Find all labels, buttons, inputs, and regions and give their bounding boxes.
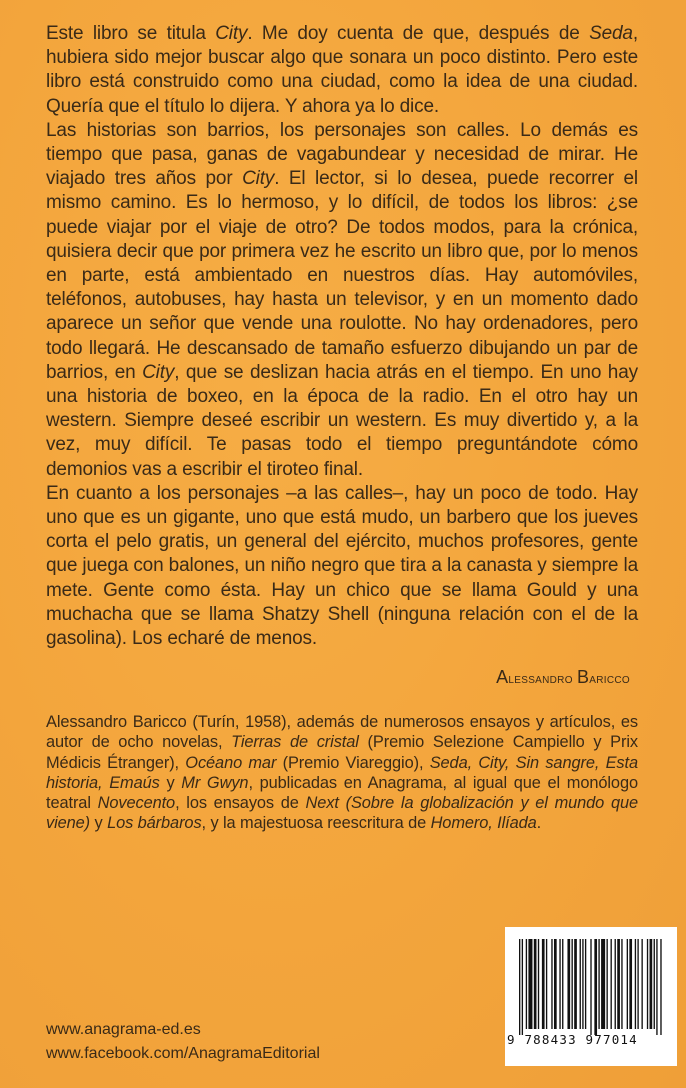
bio-text-run: , los ensayos de — [175, 794, 306, 813]
barcode-bar — [528, 939, 532, 1029]
signature-initial: A — [496, 667, 509, 687]
barcode-bar — [606, 939, 607, 1029]
bio-text-run: y — [159, 773, 182, 792]
barcode-bar — [519, 939, 520, 1035]
barcode-bars — [519, 939, 663, 1035]
bio-text-run: (Premio Selezione Campiello y Prix Médicis Étranger), — [46, 733, 638, 772]
barcode-bar — [534, 939, 537, 1029]
bio-text-run: (Premio Viareggio), — [276, 753, 430, 772]
barcode-bar — [554, 939, 557, 1029]
blurb-paragraph-3: En cuanto a los personajes –a las calles–, hay un poco de todo. Hay uno que es un gigante, uno que está mudo, un barbero que los jueves corta el pelo gratis, un general del ejército, muchos profesores, gente que juega con balones, un niño negro que tira a la canasta y siempre la mete. Gente como ésta. Hay un chico que se llama Gould y una muchacha que se llama Shatzy Shell (ninguna relación con el de la gasolina). Los echaré de menos. — [46, 482, 638, 650]
barcode-bar — [582, 939, 583, 1029]
publisher-links — [46, 1018, 320, 1066]
bio-title: Mr Gwyn — [181, 773, 249, 792]
bio-title: Tierras de cristal — [231, 733, 359, 752]
barcode-bar — [637, 939, 638, 1029]
isbn-digits: 9 788433 977014 — [507, 1032, 638, 1047]
barcode-bar — [522, 939, 523, 1035]
barcode-bar — [574, 939, 577, 1029]
bio-text-run: Alessandro Baricco (Turín, 1958), además de numerosos ensayos y artículos, es autor de ocho novelas, — [46, 713, 638, 752]
isbn-barcode — [505, 927, 677, 1066]
barcode-bar — [621, 939, 622, 1029]
author-bio-paragraph — [46, 712, 638, 834]
signature-rest: lessandro — [508, 670, 573, 686]
barcode-bar — [635, 939, 636, 1029]
blurb-text-run: Este libro se titula — [46, 23, 216, 44]
bio-title: Novecento — [97, 794, 176, 813]
barcode-bar — [538, 939, 539, 1029]
bio-text-run: , y la majestuosa reescritura de — [201, 814, 431, 833]
barcode-bar — [559, 939, 560, 1029]
barcode-bar — [647, 939, 648, 1029]
title-city: City — [242, 168, 275, 190]
barcode-bar — [656, 939, 657, 1035]
publisher-website-link[interactable]: www.anagrama-ed.es — [46, 1021, 201, 1038]
title-city: City — [142, 361, 175, 383]
barcode-bar — [650, 939, 653, 1029]
blurb-text — [46, 22, 638, 651]
barcode-bar — [601, 939, 605, 1029]
barcode-bar — [641, 939, 642, 1029]
signature-initial: B — [576, 667, 590, 687]
barcode-bar — [542, 939, 545, 1029]
barcode-bar — [627, 939, 628, 1029]
barcode-bar — [617, 939, 620, 1029]
bio-text-run: . — [536, 814, 542, 833]
barcode-bar — [551, 939, 552, 1029]
barcode-bar — [615, 939, 616, 1029]
bio-title: Seda, City, Sin sangre, Esta historia, Emaús — [46, 753, 638, 792]
blurb-text-run: Las historias son barrios, los personajes son calles. Lo demás es tiempo que pasa, ganas de vagabundear y necesidad de mirar. He viajado tres años por — [46, 119, 638, 190]
bio-title: Los bárbaros — [107, 814, 202, 833]
blurb-text-run: , hubiera sido mejor buscar algo que sonara un poco distinto. Pero este libro está construido como una ciudad, como la idea de una ciudad. Quería que el título lo dijera. Y ahora ya lo dice. — [46, 23, 638, 117]
author-signature — [496, 667, 630, 688]
blurb-paragraph-2 — [46, 119, 638, 482]
barcode-bar — [594, 939, 597, 1035]
bio-title: Océano mar — [185, 753, 277, 772]
barcode-bar — [526, 939, 527, 1029]
barcode-bar — [611, 939, 612, 1029]
blurb-paragraph-1 — [46, 22, 638, 119]
blurb-text-run: . El lector, si lo desea, puede recorrer el mismo camino. Es lo hermoso, y lo difícil, de todos los libros: ¿se puede viajar por el viaje de otro? De todos modos, para la crónica, quisiera decir que por primera vez he escrito un libro que, por lo menos en parte, está ambientado en nuestros días. Hay automóviles, teléfonos, autobuses, hay hasta un televisor, y en un momento dado aparece un señor que vende una roulotte. No hay ordenadores, pero todo llegará. He descansado de tamaño esfuerzo dibujando un par de barrios, en — [46, 168, 638, 383]
barcode-bar — [585, 939, 586, 1029]
barcode-bar — [590, 939, 591, 1035]
publisher-facebook-link[interactable]: www.facebook.com/AnagramaEditorial — [46, 1045, 320, 1062]
barcode-bar — [546, 939, 547, 1029]
bio-text-run: y — [90, 814, 108, 833]
barcode-bar — [562, 939, 563, 1029]
barcode-bar — [580, 939, 581, 1029]
barcode-bar — [598, 939, 599, 1029]
signature-rest: aricco — [589, 670, 630, 686]
barcode-bar — [654, 939, 655, 1029]
bio-title: Homero, Ilíada — [430, 814, 537, 833]
title-city: City — [215, 23, 248, 44]
blurb-text-run: , que se deslizan hacia atrás en el tiempo. En uno hay una historia de boxeo, en la época de la radio. En el otro hay un western. Siempre deseé escribir un western. Es muy divertido y, a la vez, muy difícil. Te pasas todo el tiempo preguntándote cómo demonios vas a escribir el tiroteo final. — [46, 361, 638, 480]
title-seda: Seda — [589, 23, 633, 44]
barcode-bar — [571, 939, 572, 1029]
blurb-text-run: . Me doy cuenta de que, después de — [247, 23, 590, 44]
barcode-bar — [567, 939, 570, 1029]
bio-text-run: , publicadas en Anagrama, al igual que el monólogo teatral — [46, 773, 638, 813]
barcode-bar — [660, 939, 661, 1035]
barcode-bar — [629, 939, 632, 1029]
author-bio — [46, 712, 638, 834]
bio-title: Next (Sobre la globalización y el mundo que viene) — [46, 794, 638, 833]
